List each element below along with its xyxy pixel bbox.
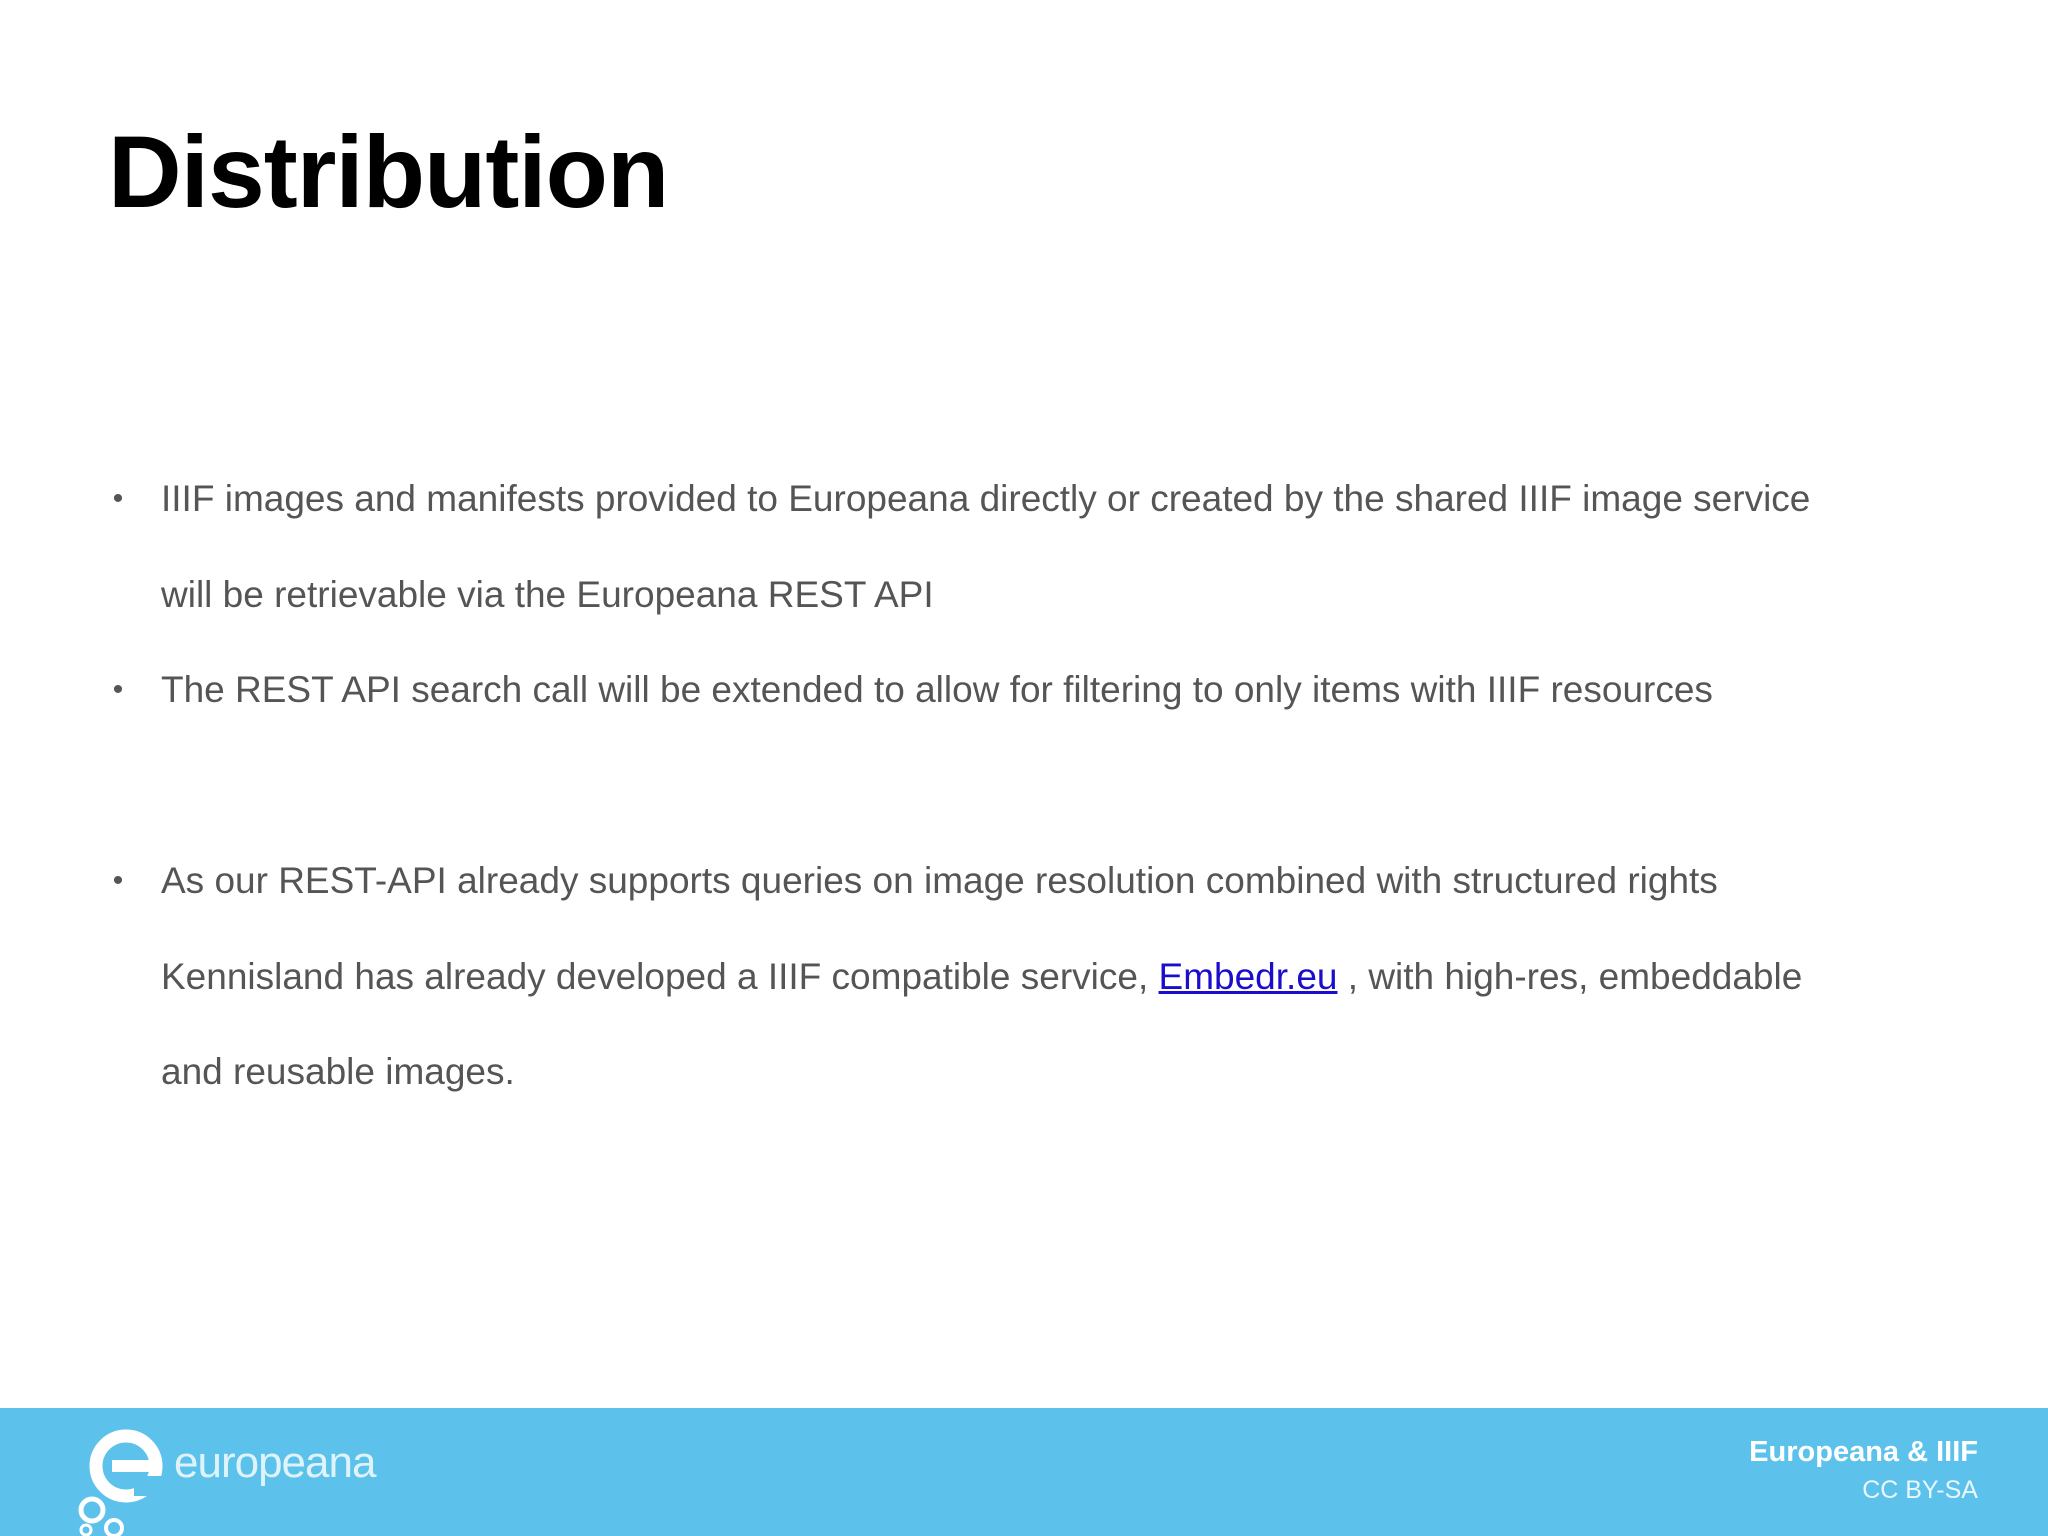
bullet-list bbox=[108, 451, 1988, 1120]
bullet-text-line: will be retrievable via the Europeana REST API bbox=[161, 573, 934, 615]
slide-title: Distribution bbox=[108, 115, 669, 229]
bullet-text-line-with-link bbox=[161, 929, 1988, 1025]
footer-bar bbox=[0, 1408, 2048, 1536]
bullet-text-line: As our REST-API already supports queries on image resolution combined with structured rights bbox=[161, 860, 1718, 901]
bullet-text-line: and reusable images. bbox=[161, 1051, 515, 1092]
logo-wordmark: europeana bbox=[174, 1438, 376, 1487]
bullet-marker: • bbox=[112, 864, 124, 897]
bullet-marker: • bbox=[112, 482, 124, 515]
footer-title: Europeana & IIIF bbox=[1749, 1436, 1978, 1468]
bullet-item bbox=[108, 642, 1988, 738]
europeana-logo bbox=[72, 1424, 392, 1536]
blank-line bbox=[108, 738, 1988, 834]
text-before-link: Kennisland has already developed a IIIF compatible service, bbox=[161, 955, 1159, 997]
bullet-item bbox=[108, 451, 1988, 642]
europeana-e-logo-icon bbox=[72, 1424, 172, 1536]
bullet-item bbox=[108, 833, 1988, 1120]
bullet-text-line: The REST API search call will be extended to allow for filtering to only items with IIIF resources bbox=[161, 669, 1713, 710]
license-label: CC BY-SA bbox=[1862, 1476, 1978, 1504]
bullet-marker: • bbox=[112, 673, 124, 706]
embedr-link[interactable]: Embedr.eu bbox=[1158, 955, 1338, 997]
text-after-link: , with high-res, embeddable bbox=[1337, 955, 1803, 997]
bullet-text-line: IIIF images and manifests provided to Europeana directly or created by the shared IIIF image service bbox=[161, 478, 1811, 519]
